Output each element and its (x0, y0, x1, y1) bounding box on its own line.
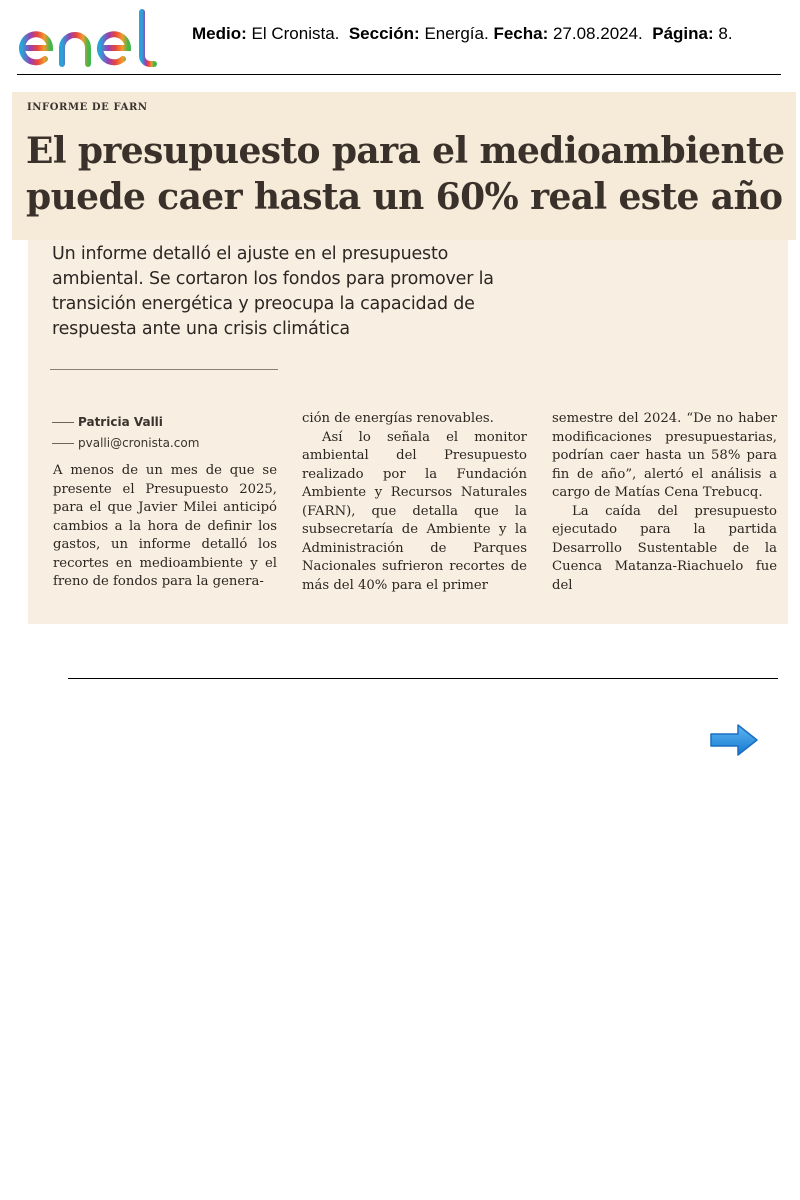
pagina-value: 8. (718, 24, 733, 43)
clipping-metadata (192, 24, 733, 44)
press-clipping (12, 92, 796, 624)
paragraph: semestre del 2024. “De no haber modificaciones presupuestarias, podrían caer hasta un 58% para fin de año”, alertó el análisis a cargo de Matías Cena Trebucq. (552, 411, 777, 500)
fecha-label: Fecha: (493, 24, 549, 43)
medio-value: El Cronista. (251, 24, 340, 43)
article-subhead: Un informe detalló el ajuste en el presupuesto ambiental. Se cortaron los fondos para promover la transición energética y preocupa la capacidad de respuesta ante una crisis climática (52, 244, 494, 339)
enel-logo (16, 8, 182, 70)
paragraph: Así lo señala el monitor ambiental del Presupuesto realizado por la Fundación Ambiente y Recursos Naturales (FARN), que detalla que la subsecretaría de Ambiente y la Administración de Parques Nacionales sufrieron recortes de más del 40% para el primer (302, 429, 527, 593)
pagina-label: Página: (652, 24, 714, 43)
fecha-value: 27.08.2024. (552, 24, 643, 43)
byline-dash (52, 443, 74, 444)
article-headline: El presupuesto para el medioambiente puede caer hasta un 60% real este año (26, 130, 785, 218)
author-name: Patricia Valli (78, 415, 163, 429)
medio-label: Medio: (192, 24, 247, 43)
subhead-divider (50, 369, 278, 370)
seccion-label: Sección: (348, 24, 420, 43)
byline (52, 412, 199, 454)
article-column-1 (53, 462, 277, 592)
article-column-3 (552, 410, 777, 595)
seccion-value: Energía. (424, 24, 489, 43)
footer-divider (68, 678, 778, 679)
paragraph: A menos de un mes de que se presente el Presupuesto 2025, para el que Javier Milei anticipó cambios a la hora de definir los gastos, un informe detalló los recortes en medioambiente y el freno de fondos para la genera- (53, 463, 277, 589)
article-kicker: INFORME DE FARN (27, 102, 148, 113)
byline-dash (52, 422, 74, 423)
paragraph: La caída del presupuesto ejecutado para la partida Desarrollo Sustentable de la Cuenca Matanza-Riachuelo fue del (552, 503, 777, 593)
author-email: pvalli@cronista.com (78, 436, 200, 450)
header-divider (17, 74, 781, 75)
article-column-2 (302, 410, 527, 595)
paragraph: ción de energías renovables. (302, 411, 494, 426)
arrow-right-icon[interactable] (708, 722, 760, 758)
